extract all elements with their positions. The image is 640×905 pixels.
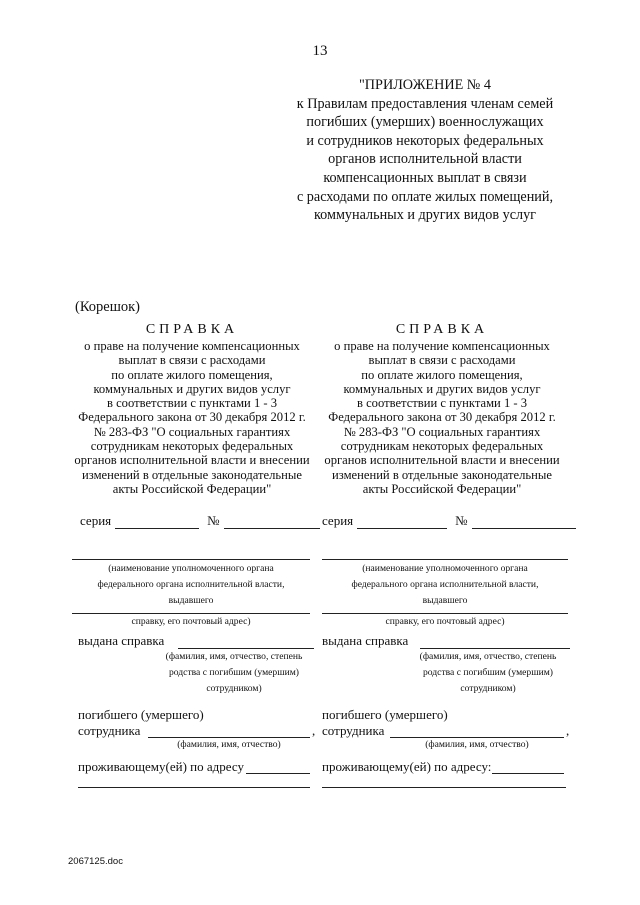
certificate-line: о праве на получение компенсационных [334, 339, 550, 353]
certificate-line: органов исполнительной власти и внесении [74, 453, 310, 468]
address-caption-left: справку, его почтовый адрес) [131, 616, 251, 627]
caption-line: (фамилия, имя, отчество, степень [419, 651, 557, 662]
series-label: серия [80, 513, 112, 528]
comma: , [566, 723, 570, 738]
caption-line: выдавшего [422, 595, 468, 606]
residing-label-left: проживающему(ей) по адресу [78, 759, 244, 774]
caption-line: федерального органа исполнительной власти, [351, 579, 539, 590]
series-label: серия [322, 513, 354, 528]
appendix-line: к Правилам предоставления членам семей [296, 95, 554, 112]
certificate-body [316, 339, 568, 496]
certificate-title: СПРАВКА [395, 322, 489, 337]
certificate-line: коммунальных и других видов услуг [93, 381, 291, 396]
series-field[interactable] [357, 515, 447, 529]
certificate-line: № 283-ФЗ "О социальных гарантиях [343, 424, 541, 439]
appendix-line: погибших (умерших) военнослужащих [306, 114, 544, 131]
appendix-line: и сотрудников некоторых федеральных [306, 132, 544, 149]
number-field[interactable] [472, 515, 576, 529]
residing-line-right-2[interactable] [322, 787, 566, 788]
appendix-line: с расходами по оплате жилых помещений, [296, 188, 554, 205]
issued-label-left: выдана справка [78, 633, 165, 648]
certificate-line: Федерального закона от 30 декабря 2012 г. [328, 410, 556, 425]
caption-line: сотрудником) [460, 683, 516, 694]
residing-line-left-2[interactable] [78, 787, 310, 788]
employee-label-right: сотрудника [322, 723, 385, 738]
organ-name-line-left[interactable] [72, 559, 310, 560]
residing-line-left[interactable] [246, 773, 310, 774]
caption-line: (наименование уполномоченного органа [362, 563, 528, 574]
certificate-stub [66, 322, 318, 496]
certificate-line: Федерального закона от 30 декабря 2012 г. [78, 410, 306, 425]
number-label: № [455, 513, 468, 528]
deceased-label-left: погибшего (умершего) [78, 707, 204, 722]
issued-caption-left [148, 649, 320, 697]
number-label: № [207, 513, 220, 528]
issued-label-right: выдана справка [322, 633, 409, 648]
deceased-caption-right: (фамилия, имя, отчество) [425, 739, 529, 750]
series-number-row-right [322, 513, 576, 529]
residing-line-right[interactable] [492, 773, 564, 774]
address-caption-right: справку, его почтовый адрес) [385, 616, 505, 627]
appendix-header [270, 76, 580, 225]
certificate-title: СПРАВКА [145, 322, 239, 337]
certificate-line: органов исполнительной власти и внесении [324, 453, 560, 468]
caption-line: родства с погибшим (умершим) [168, 667, 300, 678]
certificate-line: сотрудникам некоторых федеральных [340, 439, 544, 454]
certificate-line: по оплате жилого помещения, [361, 367, 523, 382]
caption-line: (наименование уполномоченного органа [108, 563, 274, 574]
certificate-line: в соответствии с пунктами 1 - 3 [106, 396, 278, 411]
certificate-line: № 283-ФЗ "О социальных гарантиях [93, 424, 291, 439]
caption-line: сотрудником) [206, 683, 262, 694]
certificate-line: изменений в отдельные законодательные [332, 467, 552, 482]
certificate-line: коммунальных и других видов услуг [343, 381, 541, 396]
series-number-row-left [80, 513, 320, 529]
caption-line: родства с погибшим (умершим) [422, 667, 554, 678]
number-field[interactable] [224, 515, 320, 529]
appendix-line: коммунальных и других видов услуг [313, 207, 537, 224]
issued-caption-right [400, 649, 576, 697]
certificate-line: выплат в связи с расходами [368, 353, 516, 368]
comma: , [312, 723, 316, 738]
organ-caption-left [72, 561, 310, 609]
employee-label-left: сотрудника [78, 723, 141, 738]
caption-line: (фамилия, имя, отчество, степень [165, 651, 303, 662]
certificate-line: в соответствии с пунктами 1 - 3 [356, 396, 528, 411]
residing-label-right: проживающему(ей) по адресу: [322, 759, 492, 774]
certificate-line: по оплате жилого помещения, [111, 367, 273, 382]
file-name-footer: 2067125.doc [68, 856, 123, 867]
appendix-title: "ПРИЛОЖЕНИЕ № 4 [359, 77, 491, 93]
certificate-line: акты Российской Федерации" [112, 481, 272, 496]
certificate-line: о праве на получение компенсационных [84, 339, 300, 353]
certificate-body [66, 339, 318, 496]
stub-label: (Корешок) [75, 299, 141, 315]
caption-line: выдавшего [168, 595, 214, 606]
appendix-line: компенсационных выплат в связи [323, 169, 527, 186]
deceased-caption-left: (фамилия, имя, отчество) [177, 739, 281, 750]
certificate-main [316, 322, 568, 496]
certificate-line: сотрудникам некоторых федеральных [90, 439, 294, 454]
certificate-line: изменений в отдельные законодательные [82, 467, 302, 482]
certificate-line: акты Российской Федерации" [362, 481, 522, 496]
certificate-line: выплат в связи с расходами [118, 353, 266, 368]
page-number: 13 [312, 43, 328, 59]
deceased-label-right: погибшего (умершего) [322, 707, 448, 722]
appendix-line: органов исполнительной власти [328, 151, 522, 168]
organ-name-line-right[interactable] [322, 559, 568, 560]
organ-caption-right [322, 561, 568, 609]
series-field[interactable] [115, 515, 199, 529]
caption-line: федерального органа исполнительной власти, [97, 579, 285, 590]
